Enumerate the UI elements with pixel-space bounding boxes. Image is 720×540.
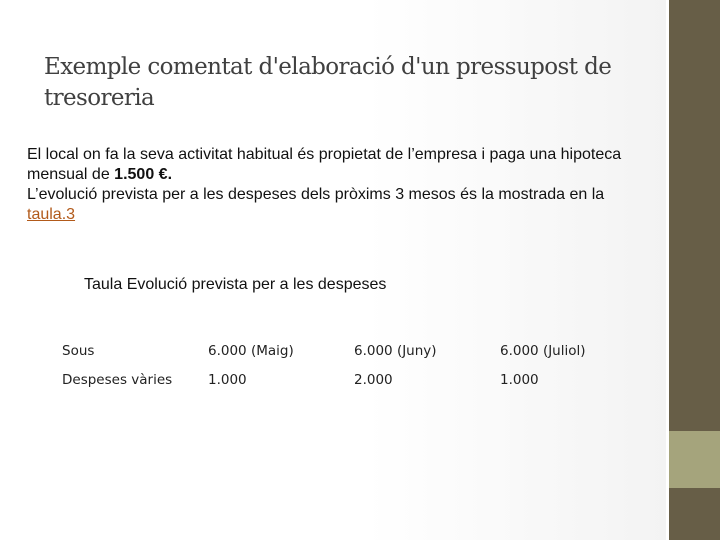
table-cell: 1.000 — [208, 371, 247, 388]
slide-title: Exemple comentat d'elaboració d'un pressupost de tresoreria — [44, 54, 612, 111]
table-cell: Despeses vàries — [62, 371, 173, 388]
paragraph-mortgage-text: El local on fa la seva activitat habitual és propietat de l’empresa i paga una hipoteca mensual de — [27, 146, 622, 183]
paragraph-mortgage — [27, 145, 647, 185]
mortgage-period: . — [167, 166, 173, 183]
table-cell: 6.000 (Juny) — [354, 342, 437, 359]
paragraph-expenses — [27, 185, 647, 225]
slide-body — [27, 145, 647, 225]
side-accent-block — [669, 431, 720, 488]
paragraph-expenses-text: L’evolució prevista per a les despeses dels pròxims 3 mesos és la mostrada en la — [27, 186, 605, 203]
table-row — [53, 336, 650, 365]
table-cell: 2.000 — [354, 371, 393, 388]
mortgage-amount: 1.500 € — [114, 166, 168, 183]
table-caption: Taula Evolució prevista per a les despeses — [84, 276, 387, 293]
table-row — [53, 365, 650, 394]
table-reference-link[interactable]: taula.3 — [27, 206, 76, 223]
table-cell: 6.000 (Maig) — [208, 342, 294, 359]
table-cell: 1.000 — [500, 371, 539, 388]
table-cell: Sous — [62, 342, 95, 359]
table-cell: 6.000 (Juliol) — [500, 342, 586, 359]
expenses-table — [53, 336, 650, 394]
